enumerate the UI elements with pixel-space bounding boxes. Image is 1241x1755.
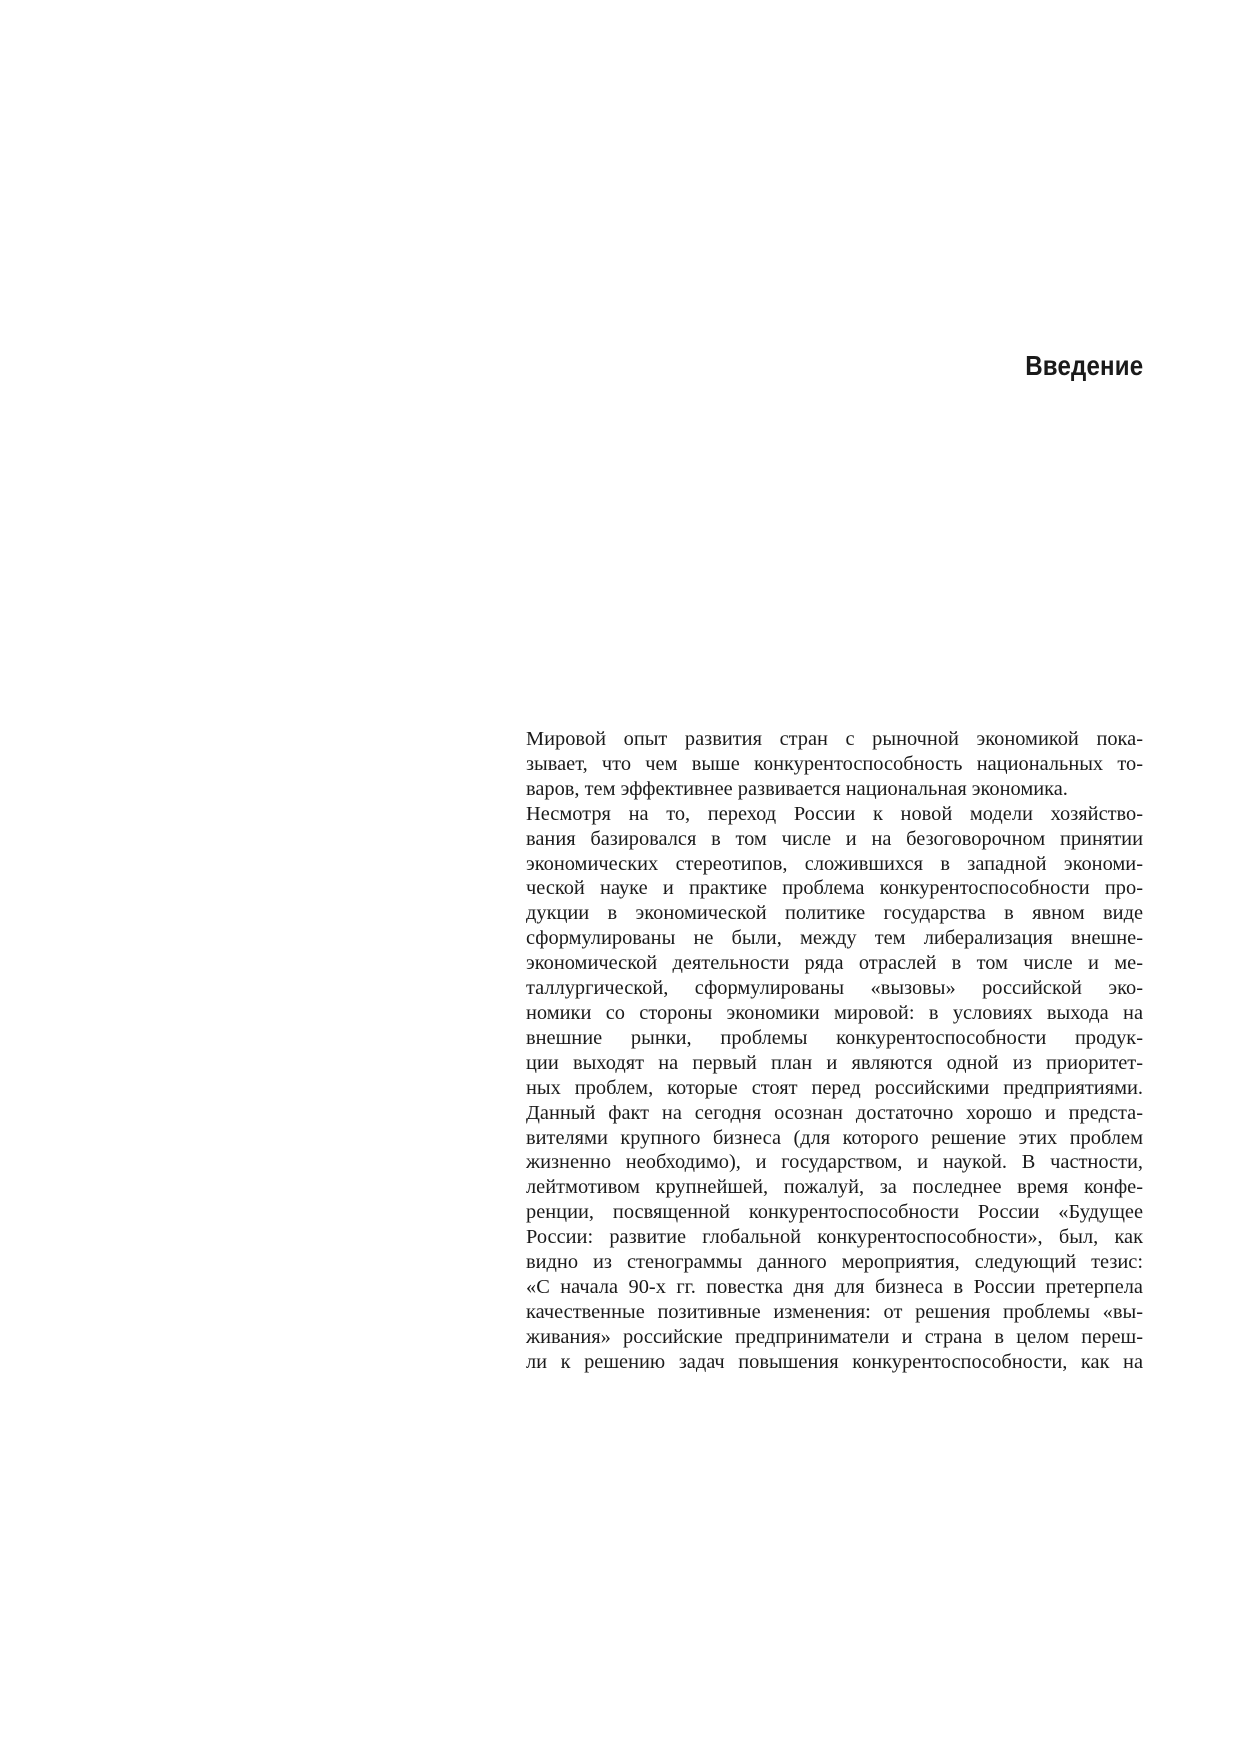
text-line: видно из стенограммы данного мероприятия, следующий тезис:	[526, 1251, 1143, 1274]
text-line: «С начала 90-х гг. повестка дня для бизнеса в России претерпела	[526, 1275, 1143, 1298]
text-line: ции выходят на первый план и являются одной из приоритет-	[526, 1051, 1143, 1074]
text-line: дукции в экономической политике государства в явном виде	[526, 902, 1143, 925]
text-line: таллургической, сформулированы «вызовы» российской эко-	[526, 977, 1143, 1000]
body-text	[496, 727, 1143, 1375]
text-line: ренции, посвященной конкурентоспособности России «Будущее	[526, 1201, 1143, 1224]
paragraph	[496, 727, 1143, 802]
text-line: варов, тем эффективнее развивается национальная экономика.	[526, 777, 1068, 800]
text-line: Несмотря на то, переход России к новой модели хозяйство-	[526, 802, 1143, 825]
text-line: вания базировался в том числе и на безоговорочном принятии	[526, 827, 1143, 850]
text-line: зывает, что чем выше конкурентоспособность национальных то-	[526, 752, 1143, 775]
text-line: номики со стороны экономики мировой: в условиях выхода на	[526, 1001, 1143, 1024]
text-line: экономических стереотипов, сложившихся в западной экономи-	[526, 852, 1143, 875]
text-line: живания» российские предприниматели и страна в целом переш-	[526, 1325, 1143, 1348]
text-line: внешние рынки, проблемы конкурентоспособности продук-	[526, 1026, 1143, 1049]
text-line: ных проблем, которые стоят перед российскими предприятиями.	[526, 1076, 1143, 1099]
text-line: вителями крупного бизнеса (для которого решение этих проблем	[526, 1126, 1143, 1149]
text-line: лейтмотивом крупнейшей, пожалуй, за последнее время конфе-	[526, 1176, 1143, 1199]
text-line: качественные позитивные изменения: от решения проблемы «вы-	[526, 1300, 1143, 1323]
text-line: России: развитие глобальной конкурентоспособности», был, как	[526, 1226, 1143, 1249]
text-line: экономической деятельности ряда отраслей в том числе и ме-	[526, 952, 1143, 975]
text-line: Данный факт на сегодня осознан достаточно хорошо и предста-	[526, 1101, 1143, 1124]
paragraph	[496, 802, 1143, 1375]
text-line: жизненно необходимо), и государством, и наукой. В частности,	[526, 1151, 1143, 1174]
text-line: ческой науке и практике проблема конкурентоспособности про-	[526, 877, 1143, 900]
text-line: сформулированы не были, между тем либерализация внешне-	[526, 927, 1143, 950]
text-line: Мировой опыт развития стран с рыночной экономикой пока-	[526, 728, 1143, 750]
text-line: ли к решению задач повышения конкурентоспособности, как на	[526, 1350, 1143, 1373]
chapter-title: Введение	[1024, 350, 1143, 381]
